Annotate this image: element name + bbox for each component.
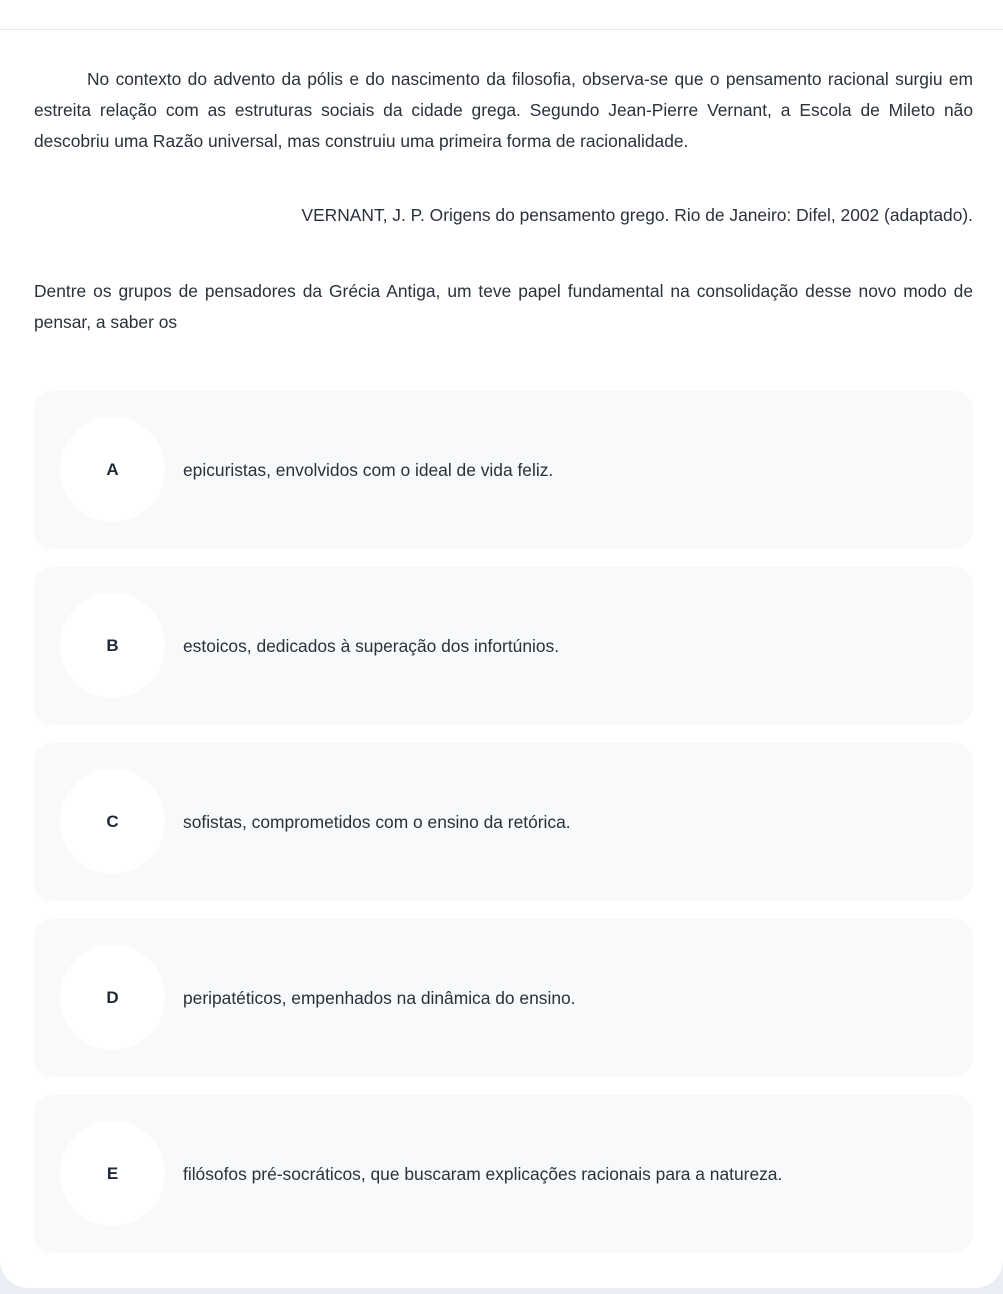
question-paragraph-1: No contexto do advento da pólis e do nascimento da filosofia, observa-se que o pensamento racional surgiu em estreita relação com as estruturas sociais da cidade grega. Segundo Jean-Pierre Vernant, a Escola de Mileto não descobriu uma Razão universal, mas construiu uma primeira forma de racionalidade. [34, 69, 973, 151]
question-prompt: Dentre os grupos de pensadores da Grécia Antiga, um teve papel fundamental na consolidação desse novo modo de pensar, a saber os [34, 281, 973, 332]
option-a-text: epicuristas, envolvidos com o ideal de vida feliz. [183, 460, 554, 480]
option-b[interactable] [34, 567, 973, 725]
option-e-letter: E [60, 1121, 165, 1226]
option-b-letter: B [60, 593, 165, 698]
option-e[interactable] [34, 1095, 973, 1253]
option-c[interactable] [34, 743, 973, 901]
top-divider [0, 29, 1003, 30]
option-d-letter: D [60, 945, 165, 1050]
option-a-letter: A [60, 417, 165, 522]
option-d-text: peripatéticos, empenhados na dinâmica do ensino. [183, 988, 576, 1008]
option-a[interactable] [34, 391, 973, 549]
option-d[interactable] [34, 919, 973, 1077]
option-e-text: filósofos pré-socráticos, que buscaram explicações racionais para a natureza. [183, 1164, 783, 1184]
option-c-text: sofistas, comprometidos com o ensino da retórica. [183, 812, 571, 832]
option-c-letter: C [60, 769, 165, 874]
source-citation: VERNANT, J. P. Origens do pensamento grego. Rio de Janeiro: Difel, 2002 (adaptado). [301, 205, 973, 225]
option-b-text: estoicos, dedicados à superação dos infortúnios. [183, 636, 560, 656]
